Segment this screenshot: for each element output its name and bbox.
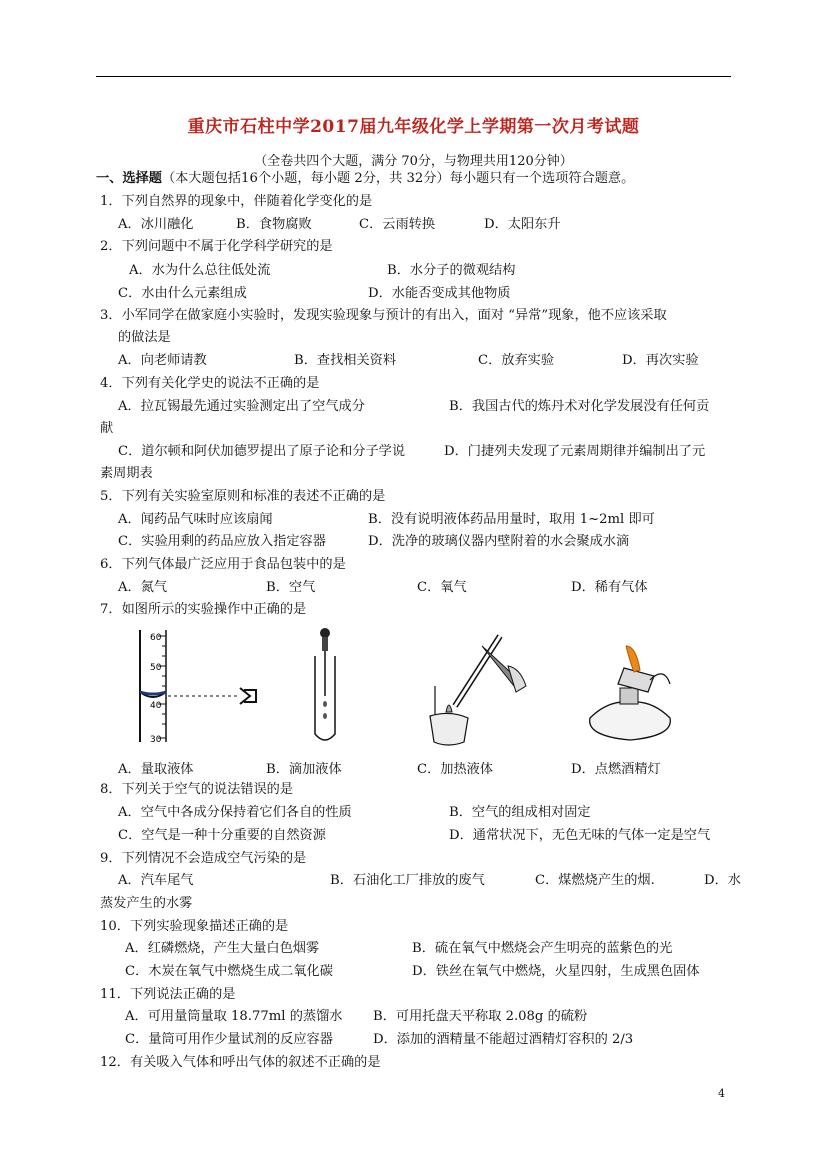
section-heading: 一、选择题 xyxy=(96,171,162,186)
q8-stem: 8．下列关于空气的说法错误的是 xyxy=(100,782,294,797)
q6-option-d: D．稀有气体 xyxy=(571,580,648,595)
q1-stem: 1．下列自然界的现象中，伴随着化学变化的是 xyxy=(100,194,373,209)
q9-option-d-cont: 蒸发产生的水雾 xyxy=(100,896,193,911)
q2-stem: 2．下列问题中不属于化学科学研究的是 xyxy=(100,239,333,254)
section-heading-line xyxy=(96,170,634,188)
q4-option-a: A．拉瓦锡最先通过实验测定出了空气成分 xyxy=(118,399,365,414)
q12-stem: 12．有关吸入气体和呼出气体的叙述不正确的是 xyxy=(100,1055,381,1070)
q11-option-c: C．量筒可用作少量试剂的反应容器 xyxy=(125,1032,333,1047)
figure-c-heating-tube xyxy=(420,626,535,748)
q11-stem: 11．下列说法正确的是 xyxy=(100,987,236,1002)
q2-option-c: C．水由什么元素组成 xyxy=(118,286,247,301)
q6-option-b: B．空气 xyxy=(266,580,316,595)
q8-option-a: A．空气中各成分保持着它们各自的性质 xyxy=(118,805,352,820)
cyl-tick-40: 40 xyxy=(150,701,162,711)
q6-stem: 6．下列气体最广泛应用于食品包装中的是 xyxy=(100,557,346,572)
q10-option-d: D．铁丝在氧气中燃烧，火星四射，生成黑色固体 xyxy=(412,964,700,979)
q9-option-a: A．汽车尾气 xyxy=(118,873,194,888)
q5-option-d: D．洗净的玻璃仪器内壁附着的水会聚成水滴 xyxy=(368,534,630,549)
q9-option-c: C．煤燃烧产生的烟. xyxy=(535,873,655,888)
q7-option-c: C．加热液体 xyxy=(417,762,494,777)
page-title: 重庆市石柱中学2017届九年级化学上学期第一次月考试题 xyxy=(187,117,640,137)
q10-option-c: C．木炭在氧气中燃烧生成二氧化碳 xyxy=(125,964,333,979)
q11-option-d: D．添加的酒精量不能超过酒精灯容积的 2/3 xyxy=(373,1032,634,1047)
figure-b-dropper xyxy=(300,626,360,748)
q4-option-b-cont: 献 xyxy=(100,421,114,436)
q8-option-c: C．空气是一种十分重要的自然资源 xyxy=(118,828,326,843)
q10-option-a: A．红磷燃烧，产生大量白色烟雾 xyxy=(125,941,320,956)
q7-option-a: A．量取液体 xyxy=(118,762,194,777)
figure-d-alcohol-lamp xyxy=(578,626,688,748)
q6-option-a: A．氮气 xyxy=(118,580,168,595)
q2-option-d: D．水能否变成其他物质 xyxy=(368,286,511,301)
q4-option-d: D．门捷列夫发现了元素周期律并编制出了元 xyxy=(444,444,706,459)
q4-stem: 4．下列有关化学史的说法不正确的是 xyxy=(100,376,320,391)
page-number: 4 xyxy=(718,1087,725,1100)
q9-option-b: B．石油化工厂排放的废气 xyxy=(330,873,485,888)
q6-option-c: C．氧气 xyxy=(417,580,467,595)
q3-option-a: A．向老师请教 xyxy=(118,353,207,368)
q8-option-b: B．空气的组成相对固定 xyxy=(449,805,591,820)
q1-option-c: C．云雨转换 xyxy=(359,217,436,232)
q3-option-c: C．放弃实验 xyxy=(478,353,555,368)
q9-stem: 9．下列情况不会造成空气污染的是 xyxy=(100,851,307,866)
q10-option-b: B．硫在氧气中燃烧会产生明亮的蓝紫色的光 xyxy=(412,941,673,956)
q5-stem: 5．下列有关实验室原则和标准的表述不正确的是 xyxy=(100,489,386,504)
q3-option-d: D．再次实验 xyxy=(622,353,699,368)
cyl-tick-60: 60 xyxy=(150,633,162,643)
q7-option-d: D．点燃酒精灯 xyxy=(571,762,661,777)
q1-option-d: D．太阳东升 xyxy=(484,217,561,232)
q3-stem: 3．小军同学在做家庭小实验时，发现实验现象与预计的有出入，面对 “异常”现象，他不应该采取 xyxy=(100,308,667,323)
q1-option-b: B．食物腐败 xyxy=(236,217,312,232)
q2-option-a: A．水为什么总往低处流 xyxy=(129,263,271,278)
q9-option-d: D．水 xyxy=(704,873,741,888)
q10-stem: 10．下列实验现象描述正确的是 xyxy=(100,919,289,934)
cyl-tick-30: 30 xyxy=(150,735,162,745)
q11-option-a: A．可用量筒量取 18.77ml 的蒸馏水 xyxy=(125,1009,343,1024)
exam-info: （全卷共四个大题，满分 70分，与物理共用120分钟） xyxy=(254,154,573,169)
q4-option-c: C．道尔顿和阿伏加德罗提出了原子论和分子学说 xyxy=(118,444,406,459)
q5-option-b: B．没有说明液体药品用量时，取用 1~2ml 即可 xyxy=(368,512,655,527)
q7-stem: 7．如图所示的实验操作中正确的是 xyxy=(100,602,307,617)
q8-option-d: D．通常状况下，无色无味的气体一定是空气 xyxy=(449,828,711,843)
q5-option-c: C．实验用剩的药品应放入指定容器 xyxy=(118,534,326,549)
q3-option-b: B．查找相关资料 xyxy=(294,353,397,368)
q11-option-b: B．可用托盘天平称取 2.08g 的硫粉 xyxy=(373,1009,588,1024)
q2-option-b: B．水分子的微观结构 xyxy=(387,263,516,278)
q3-stem-cont: 的做法是 xyxy=(118,330,171,345)
q1-option-a: A．冰川融化 xyxy=(118,217,194,232)
q5-option-a: A．闻药品气味时应该扇闻 xyxy=(118,512,273,527)
q7-option-b: B．滴加液体 xyxy=(266,762,342,777)
figure-a-measuring-cylinder xyxy=(130,626,270,748)
q4-option-d-cont: 素周期表 xyxy=(100,466,153,481)
q4-option-b: B．我国古代的炼丹术对化学发展没有任何贡 xyxy=(449,399,710,414)
section-note: （本大题包括16个小题，每小题 2分，共 32分）每小题只有一个选项符合题意。 xyxy=(161,171,635,186)
cyl-tick-50: 50 xyxy=(150,663,162,673)
header-rule xyxy=(96,76,731,77)
